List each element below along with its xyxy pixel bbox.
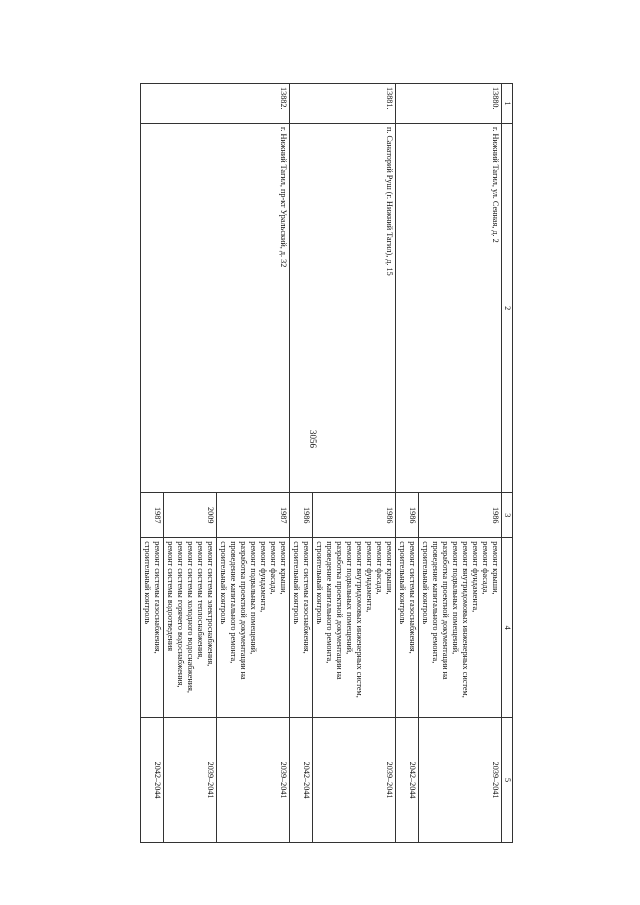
repair-work-item: ремонт крыши, [491,541,500,595]
repair-work-item: ремонт системы электроснабжения, [206,541,215,667]
column-header: 2 [502,123,513,492]
repair-work-item: ремонт фасада, [269,541,278,595]
commissioning-year: 1986 [313,493,396,538]
building-address: г. Нижний Тагил, пр-кт Уральский, д. 32 [141,123,290,492]
repair-work-item: ремонт подвальных помещений, [451,541,460,655]
table-body [141,84,502,843]
planned-period: 2039–2041 [313,718,396,843]
repair-work-item: ремонт системы водоотведения [166,541,175,651]
building-address: г. Нижний Тагил, ул. Сенная, д. 2 [396,123,502,492]
repair-works-list [164,538,217,718]
repair-works-list [290,538,313,718]
planned-period: 2039–2041 [217,718,290,843]
planned-period: 2039–2041 [419,718,502,843]
repair-work-item: строительный контроль [421,541,430,625]
repair-work-item: ремонт крыши, [385,541,394,595]
repair-work-item: ремонт подвальных помещений, [345,541,354,655]
repair-work-item: ремонт фундамента, [365,541,374,613]
repair-work-item: ремонт системы теплоснабжения, [196,541,205,660]
column-header: 4 [502,538,513,718]
table-row [217,84,290,843]
planned-period: 2042–2044 [396,718,419,843]
commissioning-year: 2009 [164,493,217,538]
repair-work-item: ремонт подвальных помещений, [249,541,258,655]
commissioning-year: 1986 [419,493,502,538]
column-header: 3 [502,493,513,538]
repair-work-item: разработка проектной документации на [335,541,344,680]
repair-works-list [396,538,419,718]
repair-work-item: ремонт системы газоснабжения, [302,541,311,654]
commissioning-year: 1986 [290,493,313,538]
table-row [419,84,502,843]
repair-works-list [313,538,396,718]
planned-period: 2042–2044 [290,718,313,843]
row-number: 13882. [141,84,290,124]
repair-work-item: строительный контроль [292,541,301,625]
repair-works-list [217,538,290,718]
repair-work-item: ремонт крыши, [279,541,288,595]
page-number: 3056 [308,430,318,448]
repair-work-item: ремонт системы холодного водоснабжения, [186,541,195,693]
repair-schedule-table [140,83,513,843]
rotated-page-content [83,83,513,843]
column-header: 1 [502,84,513,124]
repair-work-item: ремонт внутридомовых инженерных систем, [461,541,470,698]
commissioning-year: 1987 [217,493,290,538]
repair-work-item: проведение капитального ремонта, [325,541,334,664]
repair-work-item: ремонт фасада, [375,541,384,595]
repair-work-item: разработка проектной документации на [441,541,450,680]
table-header-row [502,84,513,843]
repair-works-list [141,538,164,718]
commissioning-year: 1986 [396,493,419,538]
planned-period: 2042–2044 [141,718,164,843]
repair-work-item: строительный контроль [315,541,324,625]
repair-work-item: проведение капитального ремонта, [229,541,238,664]
row-number: 13880. [396,84,502,124]
commissioning-year: 1987 [141,493,164,538]
repair-work-item: ремонт внутридомовых инженерных систем, [355,541,364,698]
repair-work-item: ремонт системы газоснабжения, [153,541,162,654]
building-address: п. Санаторий Руш (г. Нижний Тагил), д. 15 [290,123,396,492]
table-row [313,84,396,843]
repair-work-item: ремонт системы горячего водоснабжения, [176,541,185,688]
repair-work-item: ремонт фундамента, [259,541,268,613]
repair-work-item: ремонт фасада, [481,541,490,595]
repair-work-item: строительный контроль [219,541,228,625]
planned-period: 2039–2041 [164,718,217,843]
repair-works-list [419,538,502,718]
repair-work-item: разработка проектной документации на [239,541,248,680]
repair-work-item: ремонт системы газоснабжения, [408,541,417,654]
repair-work-item: строительный контроль [143,541,152,625]
repair-work-item: строительный контроль [398,541,407,625]
repair-work-item: проведение капитального ремонта, [431,541,440,664]
repair-work-item: ремонт фундамента, [471,541,480,613]
column-header: 5 [502,718,513,843]
row-number: 13881. [290,84,396,124]
